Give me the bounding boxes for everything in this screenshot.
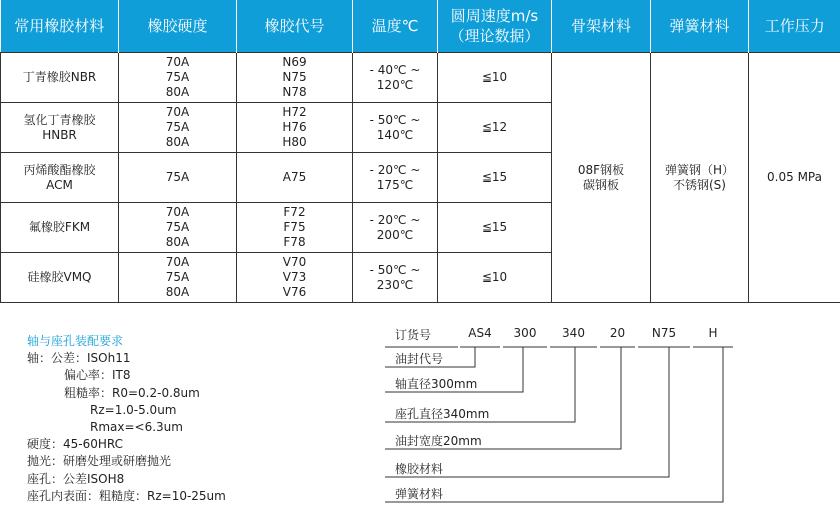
header-pressure: 工作压力 (749, 0, 840, 53)
cell-hardness: 70A 75A 80A (119, 103, 237, 153)
cell-material: 丙烯酸酯橡胶 ACM (1, 153, 119, 203)
header-frame: 骨架材料 (552, 0, 651, 53)
header-hardness: 橡胶硬度 (119, 0, 237, 53)
cell-code: H72 H76 H80 (237, 103, 353, 153)
order-segment-rubber: N75 (651, 326, 677, 340)
header-material: 常用橡胶材料 (1, 0, 119, 53)
cell-speed: ≦15 (438, 203, 552, 253)
note-bore: 座孔：公差ISOH8 (27, 471, 125, 486)
order-segment-bore: 340 (562, 326, 585, 340)
order-label-seal-code: 油封代号 (395, 352, 444, 366)
cell-temperature: - 20℃ ~ 200℃ (353, 203, 438, 253)
cell-speed: ≦15 (438, 153, 552, 203)
header-temperature: 温度℃ (353, 0, 438, 53)
order-label-spring: 弹簧材料 (395, 487, 444, 501)
note-bore-surface: 座孔内表面：粗糙度：Rz=10-25um (27, 488, 226, 503)
cell-material: 氢化丁青橡胶 HNBR (1, 103, 119, 153)
order-segment-series: AS4 (468, 326, 492, 340)
order-label-rubber: 橡胶材料 (395, 462, 444, 476)
order-segment-width: 20 (609, 326, 626, 340)
cell-speed: ≦10 (438, 253, 552, 303)
table-header-row (1, 0, 840, 53)
cell-temperature: - 40℃ ~ 120℃ (353, 53, 438, 103)
cell-hardness: 70A 75A 80A (119, 253, 237, 303)
cell-material: 氟橡胶FKM (1, 203, 119, 253)
cell-temperature: - 20℃ ~ 175℃ (353, 153, 438, 203)
cell-code: A75 (237, 153, 353, 203)
cell-speed: ≦12 (438, 103, 552, 153)
note-hardness: 硬度：45-60HRC (27, 437, 124, 452)
order-segment-shaft: 300 (513, 326, 537, 340)
header-code: 橡胶代号 (237, 0, 353, 53)
note-roughness-rmax: Rmax=<6.3um (90, 420, 183, 435)
order-prefix: 订货号 (395, 328, 432, 342)
cell-hardness: 70A 75A 80A (119, 53, 237, 103)
table-row (1, 53, 840, 103)
cell-frame-material: 08F钢板 碳钢板 (552, 53, 651, 303)
assembly-notes (27, 333, 226, 505)
header-speed: 圆周速度m/s （理论数据） (438, 0, 552, 53)
order-label-bore: 座孔直径340mm (395, 407, 490, 421)
cell-hardness: 75A (119, 153, 237, 203)
cell-code: V70 V73 V76 (237, 253, 353, 303)
cell-material: 丁青橡胶NBR (1, 53, 119, 103)
cell-temperature: - 50℃ ~ 140℃ (353, 103, 438, 153)
cell-code: N69 N75 N78 (237, 53, 353, 103)
cell-spring-material: 弹簧钢（H） 不锈钢(S) (651, 53, 749, 303)
cell-working-pressure: 0.05 MPa (749, 53, 840, 303)
note-shaft-tolerance: 轴：公差：ISOh11 (27, 351, 131, 366)
cell-hardness: 70A 75A 80A (119, 203, 237, 253)
note-roughness-rz: Rz=1.0-5.0um (90, 402, 177, 417)
order-code-diagram (385, 322, 840, 514)
header-spring: 弹簧材料 (651, 0, 749, 53)
order-label-shaft: 轴直径300mm (395, 377, 478, 391)
cell-material: 硅橡胶VMQ (1, 253, 119, 303)
cell-speed: ≦10 (438, 53, 552, 103)
note-eccentricity: 偏心率：IT8 (64, 368, 131, 383)
order-segment-spring: H (708, 326, 718, 340)
notes-title: 轴与座孔装配要求 (27, 334, 124, 348)
cell-code: F72 F75 F78 (237, 203, 353, 253)
note-roughness-ra: 粗糙率：R0=0.2-0.8um (64, 385, 200, 400)
note-polishing: 抛光：研磨处理或研磨抛光 (27, 454, 172, 469)
cell-temperature: - 50℃ ~ 230℃ (353, 253, 438, 303)
order-label-width: 油封宽度20mm (395, 434, 482, 448)
